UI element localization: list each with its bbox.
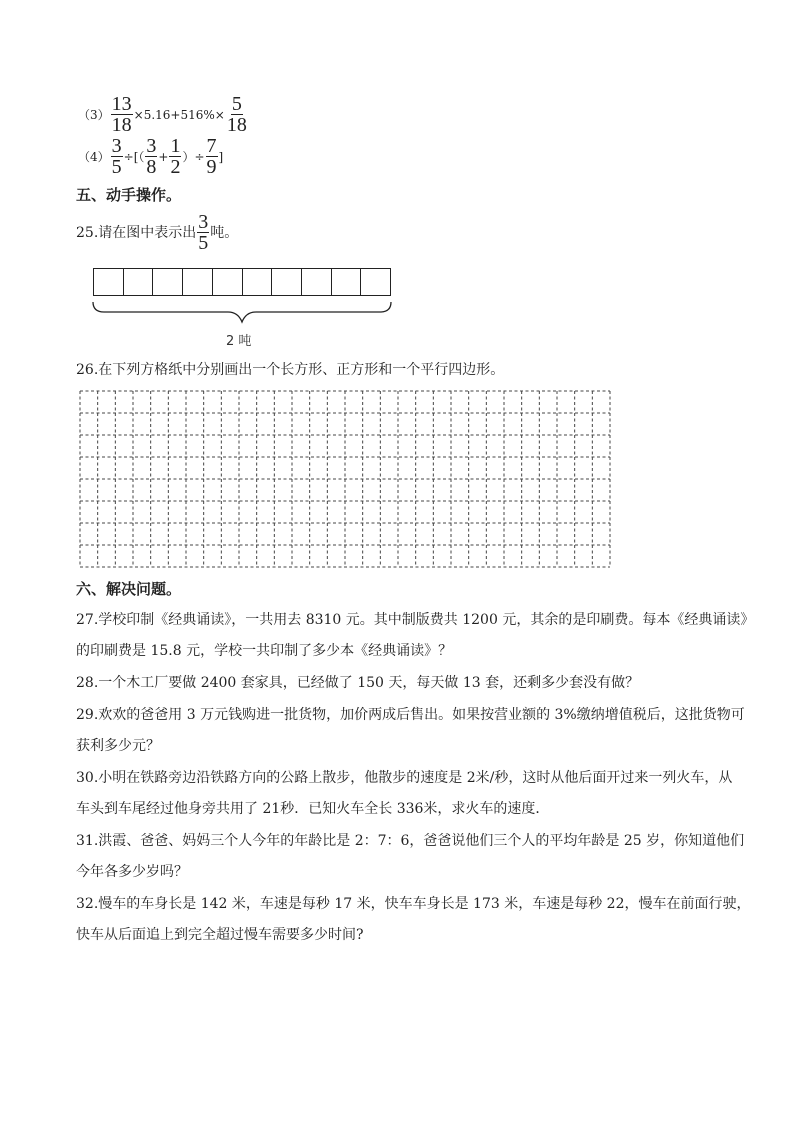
expression-operator: ）÷ bbox=[182, 149, 205, 164]
expression-4 bbox=[78, 136, 223, 177]
bar-cell[interactable] bbox=[302, 269, 332, 295]
bar-cell[interactable] bbox=[124, 269, 154, 295]
fraction: $\frac{7}{9}$ bbox=[206, 135, 217, 178]
fraction: $\frac{3}{8}$ bbox=[146, 135, 157, 178]
problem-31-line1: 31.洪霞、爸爸、妈妈三个人今年的年龄比是 2：7：6，爸爸说他们三个人的平均年龄是 25 岁，你知道他们 bbox=[76, 833, 745, 849]
graph-grid[interactable] bbox=[78, 389, 612, 570]
expression-label: （3） bbox=[78, 107, 110, 122]
fraction: $\frac{3}{5}$ bbox=[111, 135, 122, 178]
bar-cell[interactable] bbox=[332, 269, 362, 295]
problem-text: 吨。 bbox=[210, 224, 239, 241]
problem-26: 26.在下列方格纸中分别画出一个长方形、正方形和一个平行四边形。 bbox=[76, 362, 505, 378]
problem-30-line2: 车头到车尾经过他身旁共用了 21秒．已知火车全长 336米，求火车的速度． bbox=[76, 801, 550, 817]
ton-bar[interactable] bbox=[93, 268, 391, 296]
section-heading: 六、解决问题。 bbox=[76, 580, 182, 598]
problem-31-line2: 今年各多少岁吗？ bbox=[76, 864, 188, 880]
bar-cell[interactable] bbox=[213, 269, 243, 295]
problem-29-line2: 获利多少元？ bbox=[76, 738, 160, 754]
problem-32-line2: 快车从后面追上到完全超过慢车需要多少时间? bbox=[76, 927, 364, 943]
expression-operator: ÷[（ bbox=[123, 149, 145, 164]
brace bbox=[90, 300, 394, 326]
problem-25 bbox=[76, 212, 238, 253]
problem-30-line1: 30.小明在铁路旁边沿铁路方向的公路上散步，他散步的速度是 2米/秒，这时从他后面开过来一列火车，从 bbox=[76, 770, 733, 786]
problem-text: 25.请在图中表示出 bbox=[76, 224, 197, 241]
brace-label: 2 吨 bbox=[226, 334, 252, 349]
expression-operator: ] bbox=[218, 149, 224, 164]
expression-operator: ×5.16+516%× bbox=[133, 107, 225, 122]
bar-cell[interactable] bbox=[243, 269, 273, 295]
expression-label: （4） bbox=[78, 149, 110, 164]
problem-29-line1: 29.欢欢的爸爸用 3 万元钱购进一批货物，加价两成后售出。如果按营业额的 3%缴纳增值税后，这批货物可 bbox=[76, 707, 745, 723]
problem-32-line1: 32.慢车的车身长是 142 米，车速是每秒 17 米，快车车身长是 173 米，车速是每秒 22，慢车在前面行驶， bbox=[76, 896, 751, 912]
section-heading: 五、动手操作。 bbox=[76, 186, 182, 204]
fraction: $\frac{5}{18}$ bbox=[226, 93, 247, 136]
bar-cell[interactable] bbox=[361, 269, 390, 295]
problem-27-line1: 27.学校印制《经典诵读》，一共用去 8310 元。其中制版费共 1200 元，其余的是印刷费。每本《经典诵读》 bbox=[76, 612, 755, 628]
bar-cell[interactable] bbox=[272, 269, 302, 295]
fraction: $\frac{13}{18}$ bbox=[111, 93, 132, 136]
fraction: $\frac{3}{5}$ bbox=[198, 211, 209, 254]
bar-cell[interactable] bbox=[94, 269, 124, 295]
expression-operator: + bbox=[158, 149, 169, 164]
problem-28-line1: 28.一个木工厂要做 2400 套家具，已经做了 150 天，每天做 13 套，还剩多少套没有做？ bbox=[76, 675, 640, 691]
fraction: $\frac{1}{2}$ bbox=[170, 135, 181, 178]
problem-27-line2: 的印刷费是 15.8 元，学校一共印制了多少本《经典诵读》？ bbox=[76, 643, 453, 659]
expression-3 bbox=[78, 94, 249, 135]
bar-cell[interactable] bbox=[183, 269, 213, 295]
bar-cell[interactable] bbox=[153, 269, 183, 295]
